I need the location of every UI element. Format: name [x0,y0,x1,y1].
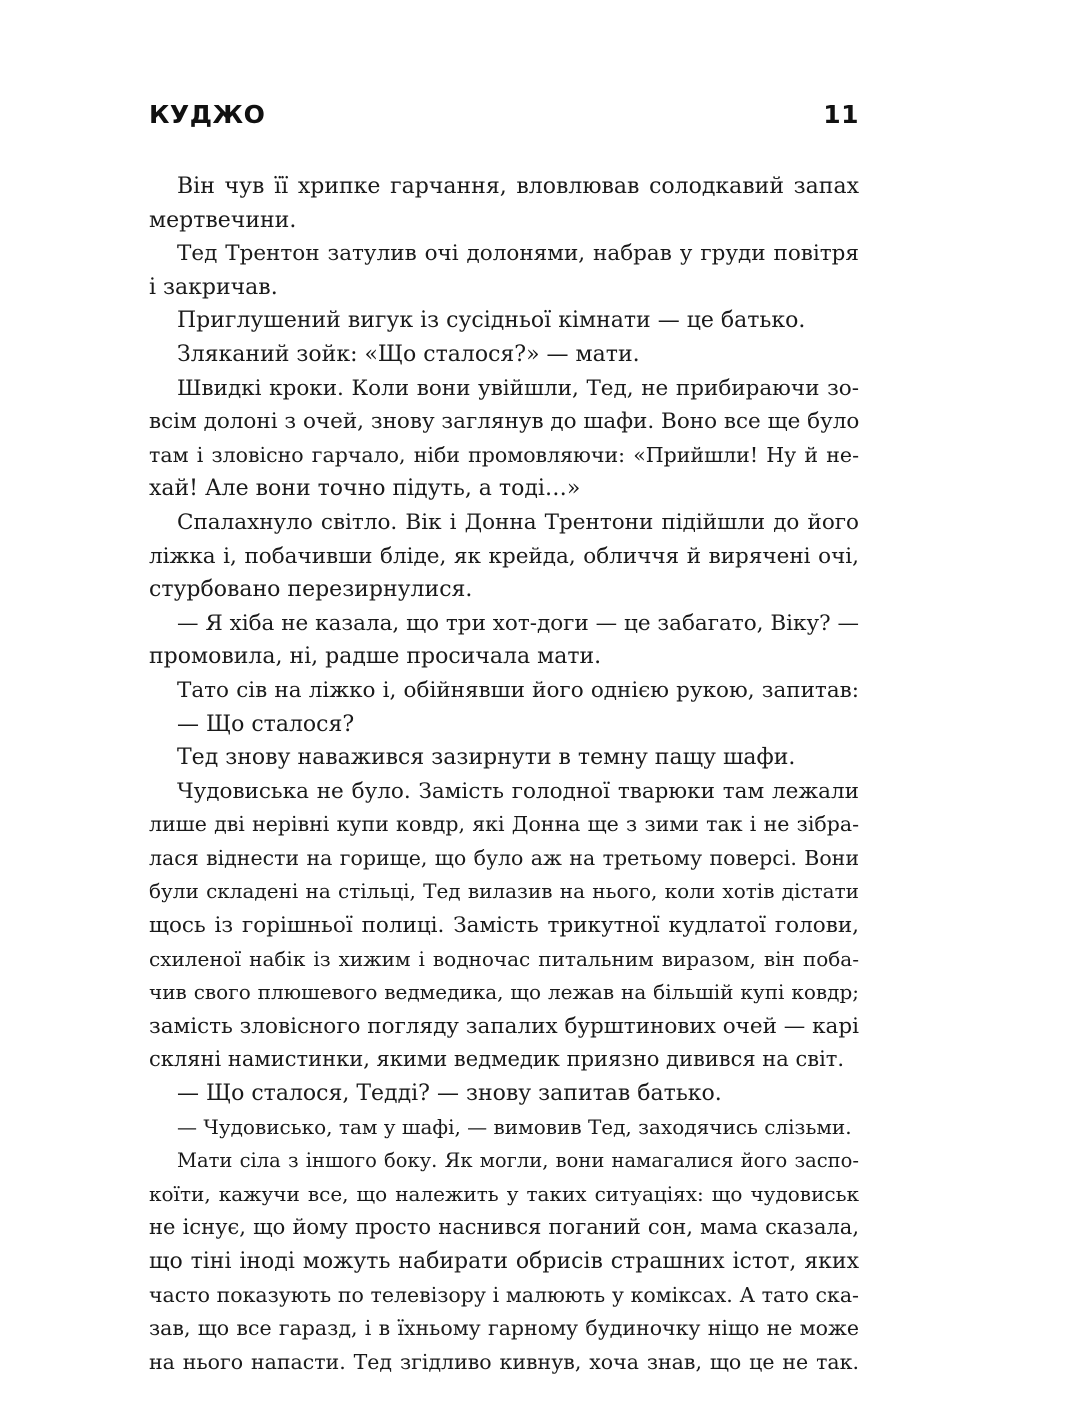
text-line: Мати сіла з іншого боку. Як могли, вони намагалися його заспо- [177,1149,859,1173]
text-line: чив свого плюшевого ведмедика, що лежав на більшій купі ковдр; [149,980,859,1005]
text-line: були складені на стільці, Тед вилазив на нього, коли хотів дістати [149,879,859,904]
text-line: Зляканий зойк: «Що сталося?» — мати. [177,341,640,367]
text-line: часто показують по телевізору і малюють у коміксах. А тато ска- [149,1282,859,1307]
body-text [149,170,859,1379]
text-line: — Чудовисько, там у шафі, — вимовив Тед, заходячись слізьми. [177,1114,852,1139]
text-line: промовила, ні, радше просичала мати. [149,644,602,670]
text-line: не існує, що йому просто наснився поганий сон, мама сказала, [149,1215,859,1240]
text-line: Тед Трентон затулив очі долонями, набрав у груди повітря [177,241,859,267]
text-line: замість зловісного погляду запалих бурштинових очей — карі [149,1013,859,1039]
book-title: КУДЖО [149,100,266,129]
text-line: — Що сталося? [177,711,355,737]
text-line: Він чув її хрипке гарчання, вловлював солодкавий запах [177,174,859,199]
text-line: лася віднести на горище, що було аж на третьому поверсі. Вони [149,845,859,870]
book-page [149,100,859,1374]
text-line: хай! Але вони точно підуть, а тоді…» [149,476,581,502]
text-line: Спалахнуло світло. Вік і Донна Трентони підійшли до його [177,509,859,535]
text-line: ліжка і, побачивши бліде, як крейда, обличчя й вирячені очі, [149,543,859,569]
text-line: Тато сів на ліжко і, обійнявши його однією рукою, запитав: [177,677,859,703]
running-head [149,100,859,150]
text-line: лише дві нерівні купи ковдр, які Донна ще з зими так і не зібра- [149,812,859,837]
text-line: на нього напасти. Тед згідливо кивнув, хоча знав, що це не так. [149,1349,859,1374]
text-line: коїти, кажучи все, що належить у таких ситуаціях: що чудовиськ [149,1181,859,1206]
text-line: мертвечини. [149,207,297,233]
text-line: всім долоні з очей, знову заглянув до шафи. Воно все ще було [149,409,859,435]
text-line: що тіні іноді можуть набирати обрисів страшних істот, яких [149,1249,859,1274]
text-line: Приглушений вигук із сусідньої кімнати — це батько. [177,308,806,334]
text-line: Чудовиська не було. Замість голодної тварюки там лежали [177,778,859,804]
text-line: стурбовано перезирнулися. [149,577,473,603]
page-number: 11 [823,100,859,129]
text-line: щось із горішньої полиці. Замість трикутної кудлатої голови, [149,913,859,939]
text-line: — Я хіба не казала, що три хот-доги — це забагато, Віку? — [177,610,859,636]
text-line: зав, що все гаразд, і в їхньому гарному будиночку ніщо не може [149,1316,859,1341]
text-line: Швидкі кроки. Коли вони увійшли, Тед, не прибираючи зо- [177,375,859,401]
text-line: там і зловісно гарчало, ніби промовляючи: «Прийшли! Ну й не- [149,442,859,467]
text-line: Тед знову наважився зазирнути в темну пащу шафи. [177,745,796,771]
text-line: і закричав. [149,274,278,300]
text-line: скляні намистинки, якими ведмедик приязно дивився на світ. [149,1047,845,1072]
text-line: — Що сталося, Тедді? — знову запитав батько. [177,1081,722,1107]
text-line: схиленої набік із хижим і водночас питальним виразом, він поба- [149,946,859,971]
